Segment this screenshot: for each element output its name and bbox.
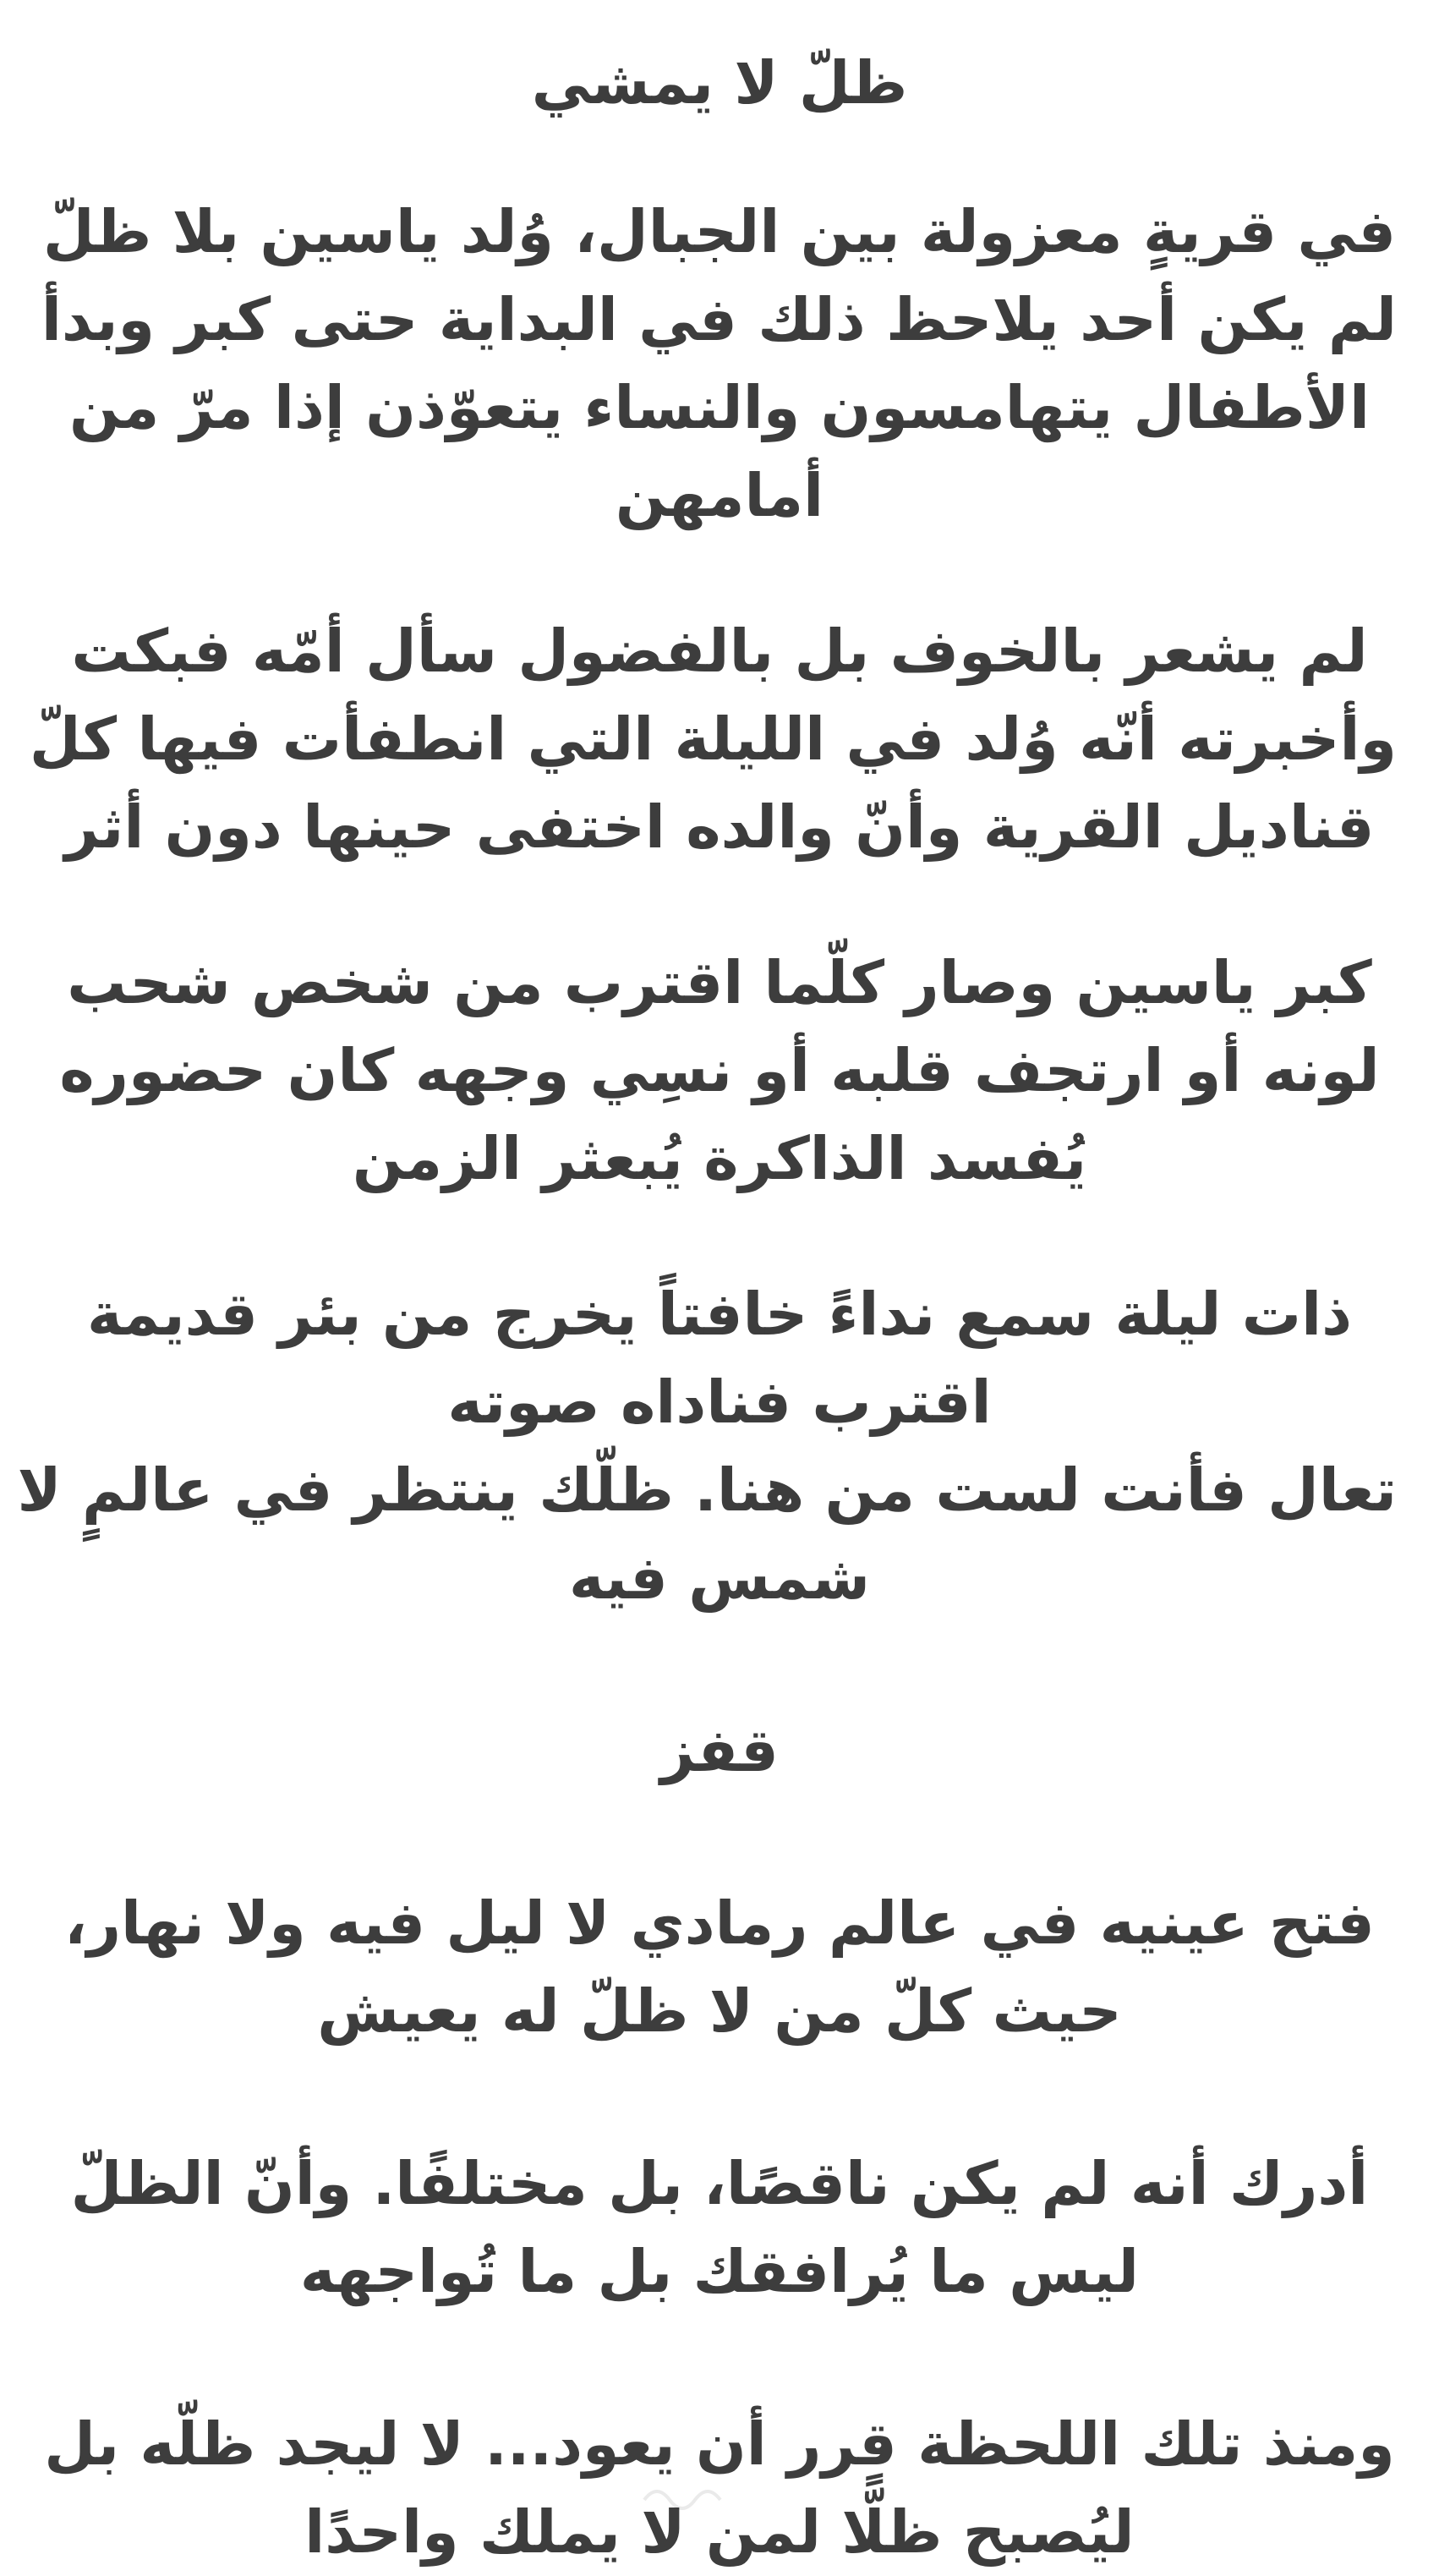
- spacer: [42, 2316, 1397, 2400]
- stanza-line: وأخبرته أنّه وُلد في الليلة التي انطفأت فيها كلّ: [29, 704, 1397, 774]
- stanza-line: فتح عينيه في عالم رمادي لا ليل فيه ولا نهار،: [64, 1888, 1375, 1958]
- stanza-line: لم يشعر بالخوف بل بالفضول سأل أمّه فبكت: [71, 617, 1368, 686]
- story-title: ظلّ لا يمشي: [531, 48, 908, 118]
- stanza-line: تعال فأنت لست من هنا. ظلّك ينتظر في عالمٍ لا: [17, 1455, 1397, 1525]
- stanza-line: كبر ياسين وصار كلّما اقترب من شخص شحب: [67, 948, 1372, 1017]
- stanza-line: ليُصبح ظلًّا لمن لا يملك واحدًا: [304, 2497, 1135, 2567]
- stanza-5: [42, 1707, 1397, 1795]
- stanza-line: أمامهن: [615, 461, 824, 530]
- spacer: [42, 1795, 1397, 1879]
- spacer: [42, 2055, 1397, 2140]
- stanza-7: [42, 2140, 1397, 2316]
- stanza-2: [29, 607, 1397, 871]
- stanza-line: قفز: [660, 1716, 779, 1785]
- stanza-line: قناديل القرية وأنّ والده اختفى حينها دون أثر: [64, 792, 1375, 862]
- stanza-line: أدرك أنه لم يكن ناقصًا، بل مختلفًا. وأنّ الظلّ: [70, 2149, 1369, 2218]
- stanza-line: يُفسد الذاكرة يُبعثر الزمن: [352, 1124, 1087, 1193]
- stanza-4: [17, 1270, 1397, 1622]
- stanza-line: ذات ليلة سمع نداءً خافتاً يخرج من بئر قديمة: [86, 1280, 1352, 1349]
- spacer: [42, 1622, 1397, 1707]
- stanza-3: [42, 939, 1397, 1203]
- stanza-line: لم يكن أحد يلاحظ ذلك في البداية حتى كبر وبدأ: [41, 285, 1397, 354]
- stanza-line: حيث كلّ من لا ظلّ له يعيش: [317, 1976, 1122, 2046]
- stanza-line: الأطفال يتهامسون والنساء يتعوّذن إذا مرّ من: [69, 373, 1370, 442]
- stanza-line: لونه أو ارتجف قلبه أو نسِي وجهه كان حضوره: [59, 1036, 1380, 1105]
- spacer: [42, 540, 1397, 607]
- stanza-1: [42, 188, 1397, 540]
- stanza-line: ليس ما يُرافقك بل ما تُواجهه: [299, 2237, 1140, 2306]
- stanza-line: ومنذ تلك اللحظة قرر أن يعود... لا ليجد ظلّه بل: [44, 2409, 1395, 2479]
- stanza-6: [42, 1879, 1397, 2055]
- spacer: [42, 1203, 1397, 1270]
- stanza-line: اقترب فناداه صوته: [447, 1367, 992, 1437]
- watermark-icon: [636, 2476, 729, 2510]
- spacer: [42, 871, 1397, 939]
- stanza-line: في قريةٍ معزولة بين الجبال، وُلد ياسين بلا ظلّ: [42, 197, 1397, 266]
- stanza-line: شمس فيه: [569, 1543, 870, 1613]
